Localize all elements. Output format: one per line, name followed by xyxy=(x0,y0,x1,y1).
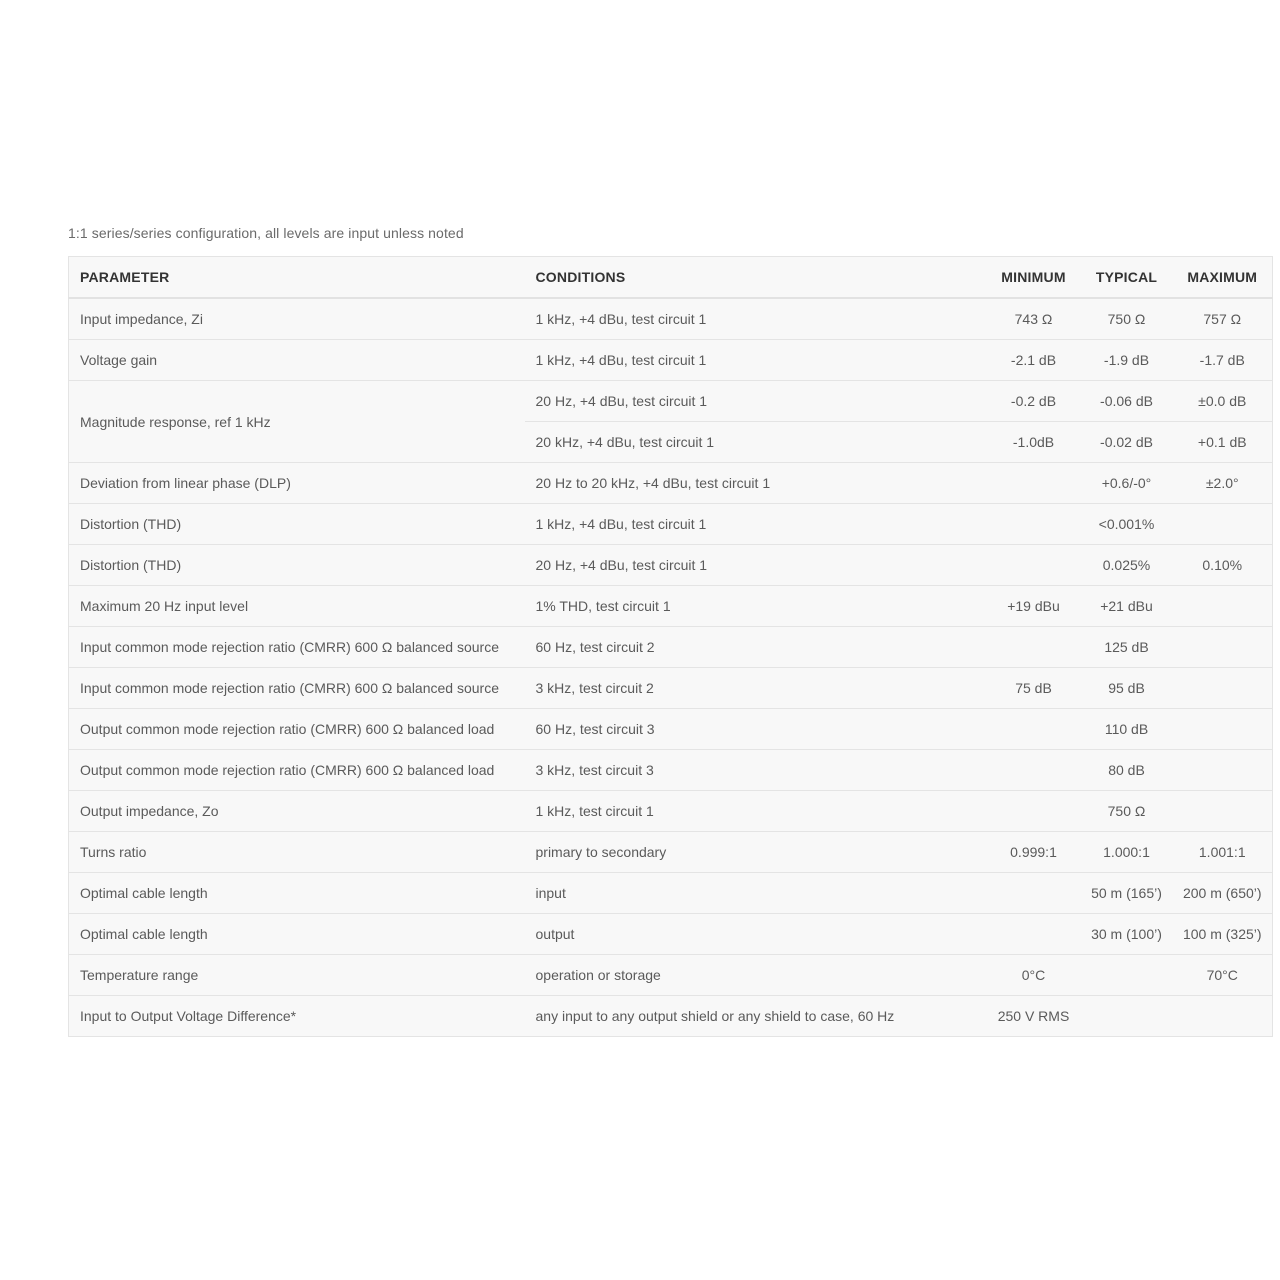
cell-conditions: primary to secondary xyxy=(525,832,987,873)
header-typical: TYPICAL xyxy=(1081,257,1173,299)
cell-typical: 750 Ω xyxy=(1081,791,1173,832)
cell-parameter: Distortion (THD) xyxy=(69,545,525,586)
cell-maximum xyxy=(1173,750,1273,791)
cell-typical: -0.02 dB xyxy=(1081,422,1173,463)
cell-minimum xyxy=(987,914,1081,955)
cell-parameter: Input common mode rejection ratio (CMRR) 600 Ω balanced source xyxy=(69,627,525,668)
cell-conditions: 20 Hz to 20 kHz, +4 dBu, test circuit 1 xyxy=(525,463,987,504)
cell-typical: 30 m (100’) xyxy=(1081,914,1173,955)
cell-parameter: Optimal cable length xyxy=(69,873,525,914)
cell-maximum xyxy=(1173,996,1273,1037)
cell-parameter: Input to Output Voltage Difference* xyxy=(69,996,525,1037)
table-row xyxy=(69,627,1273,668)
cell-parameter: Deviation from linear phase (DLP) xyxy=(69,463,525,504)
table-row xyxy=(69,832,1273,873)
cell-parameter: Maximum 20 Hz input level xyxy=(69,586,525,627)
cell-conditions: any input to any output shield or any shield to case, 60 Hz xyxy=(525,996,987,1037)
cell-typical: 80 dB xyxy=(1081,750,1173,791)
cell-minimum xyxy=(987,627,1081,668)
cell-conditions: 1 kHz, +4 dBu, test circuit 1 xyxy=(525,298,987,340)
cell-conditions: 1 kHz, +4 dBu, test circuit 1 xyxy=(525,504,987,545)
cell-maximum xyxy=(1173,709,1273,750)
table-row xyxy=(69,463,1273,504)
table-header-row xyxy=(69,257,1273,299)
header-minimum: MINIMUM xyxy=(987,257,1081,299)
table-row xyxy=(69,955,1273,996)
cell-minimum xyxy=(987,750,1081,791)
table-row xyxy=(69,996,1273,1037)
spec-table xyxy=(68,256,1273,1037)
cell-conditions: 20 kHz, +4 dBu, test circuit 1 xyxy=(525,422,987,463)
cell-maximum xyxy=(1173,586,1273,627)
table-row xyxy=(69,298,1273,340)
cell-parameter: Distortion (THD) xyxy=(69,504,525,545)
cell-minimum xyxy=(987,709,1081,750)
cell-minimum: -0.2 dB xyxy=(987,381,1081,422)
cell-parameter: Output common mode rejection ratio (CMRR) 600 Ω balanced load xyxy=(69,709,525,750)
cell-parameter: Output common mode rejection ratio (CMRR) 600 Ω balanced load xyxy=(69,750,525,791)
cell-minimum xyxy=(987,463,1081,504)
cell-maximum xyxy=(1173,627,1273,668)
cell-typical: +0.6/-0° xyxy=(1081,463,1173,504)
cell-maximum: 757 Ω xyxy=(1173,298,1273,340)
cell-maximum: +0.1 dB xyxy=(1173,422,1273,463)
cell-maximum: 200 m (650’) xyxy=(1173,873,1273,914)
table-row xyxy=(69,873,1273,914)
cell-parameter: Optimal cable length xyxy=(69,914,525,955)
cell-typical: 125 dB xyxy=(1081,627,1173,668)
cell-conditions: 1 kHz, test circuit 1 xyxy=(525,791,987,832)
cell-conditions: operation or storage xyxy=(525,955,987,996)
cell-minimum: 250 V RMS xyxy=(987,996,1081,1037)
table-row xyxy=(69,545,1273,586)
cell-maximum xyxy=(1173,668,1273,709)
cell-minimum: 0°C xyxy=(987,955,1081,996)
cell-maximum: 70°C xyxy=(1173,955,1273,996)
cell-conditions: 1% THD, test circuit 1 xyxy=(525,586,987,627)
cell-minimum xyxy=(987,873,1081,914)
cell-conditions: 1 kHz, +4 dBu, test circuit 1 xyxy=(525,340,987,381)
cell-minimum: +19 dBu xyxy=(987,586,1081,627)
cell-conditions: 3 kHz, test circuit 3 xyxy=(525,750,987,791)
cell-minimum xyxy=(987,791,1081,832)
cell-maximum: -1.7 dB xyxy=(1173,340,1273,381)
table-row xyxy=(69,791,1273,832)
table-row xyxy=(69,668,1273,709)
cell-maximum: 1.001:1 xyxy=(1173,832,1273,873)
cell-typical: 0.025% xyxy=(1081,545,1173,586)
cell-typical: 95 dB xyxy=(1081,668,1173,709)
table-row xyxy=(69,586,1273,627)
table-caption: 1:1 series/series configuration, all levels are input unless noted xyxy=(68,225,464,241)
cell-typical: <0.001% xyxy=(1081,504,1173,545)
cell-minimum xyxy=(987,504,1081,545)
table-row xyxy=(69,504,1273,545)
cell-conditions: 60 Hz, test circuit 2 xyxy=(525,627,987,668)
cell-typical: -1.9 dB xyxy=(1081,340,1173,381)
table-row xyxy=(69,914,1273,955)
cell-typical xyxy=(1081,996,1173,1037)
cell-conditions: 60 Hz, test circuit 3 xyxy=(525,709,987,750)
cell-minimum xyxy=(987,545,1081,586)
cell-maximum: ±0.0 dB xyxy=(1173,381,1273,422)
cell-minimum: -2.1 dB xyxy=(987,340,1081,381)
cell-typical: -0.06 dB xyxy=(1081,381,1173,422)
cell-maximum: 0.10% xyxy=(1173,545,1273,586)
cell-maximum xyxy=(1173,791,1273,832)
cell-parameter: Output impedance, Zo xyxy=(69,791,525,832)
cell-maximum: ±2.0° xyxy=(1173,463,1273,504)
cell-parameter: Voltage gain xyxy=(69,340,525,381)
cell-typical: 1.000:1 xyxy=(1081,832,1173,873)
cell-parameter: Input common mode rejection ratio (CMRR) 600 Ω balanced source xyxy=(69,668,525,709)
header-maximum: MAXIMUM xyxy=(1173,257,1273,299)
cell-conditions: 3 kHz, test circuit 2 xyxy=(525,668,987,709)
cell-typical: +21 dBu xyxy=(1081,586,1173,627)
cell-parameter: Turns ratio xyxy=(69,832,525,873)
table-row xyxy=(69,709,1273,750)
cell-parameter: Input impedance, Zi xyxy=(69,298,525,340)
cell-typical: 110 dB xyxy=(1081,709,1173,750)
header-conditions: CONDITIONS xyxy=(525,257,987,299)
cell-parameter: Temperature range xyxy=(69,955,525,996)
cell-minimum: 75 dB xyxy=(987,668,1081,709)
cell-maximum xyxy=(1173,504,1273,545)
cell-conditions: input xyxy=(525,873,987,914)
cell-parameter: Magnitude response, ref 1 kHz xyxy=(69,381,525,463)
cell-minimum: 743 Ω xyxy=(987,298,1081,340)
cell-typical: 750 Ω xyxy=(1081,298,1173,340)
header-parameter: PARAMETER xyxy=(69,257,525,299)
table-row xyxy=(69,381,1273,422)
cell-typical xyxy=(1081,955,1173,996)
cell-maximum: 100 m (325’) xyxy=(1173,914,1273,955)
cell-typical: 50 m (165’) xyxy=(1081,873,1173,914)
table-row xyxy=(69,750,1273,791)
cell-conditions: 20 Hz, +4 dBu, test circuit 1 xyxy=(525,381,987,422)
cell-minimum: 0.999:1 xyxy=(987,832,1081,873)
cell-minimum: -1.0dB xyxy=(987,422,1081,463)
cell-conditions: output xyxy=(525,914,987,955)
cell-conditions: 20 Hz, +4 dBu, test circuit 1 xyxy=(525,545,987,586)
table-row xyxy=(69,340,1273,381)
